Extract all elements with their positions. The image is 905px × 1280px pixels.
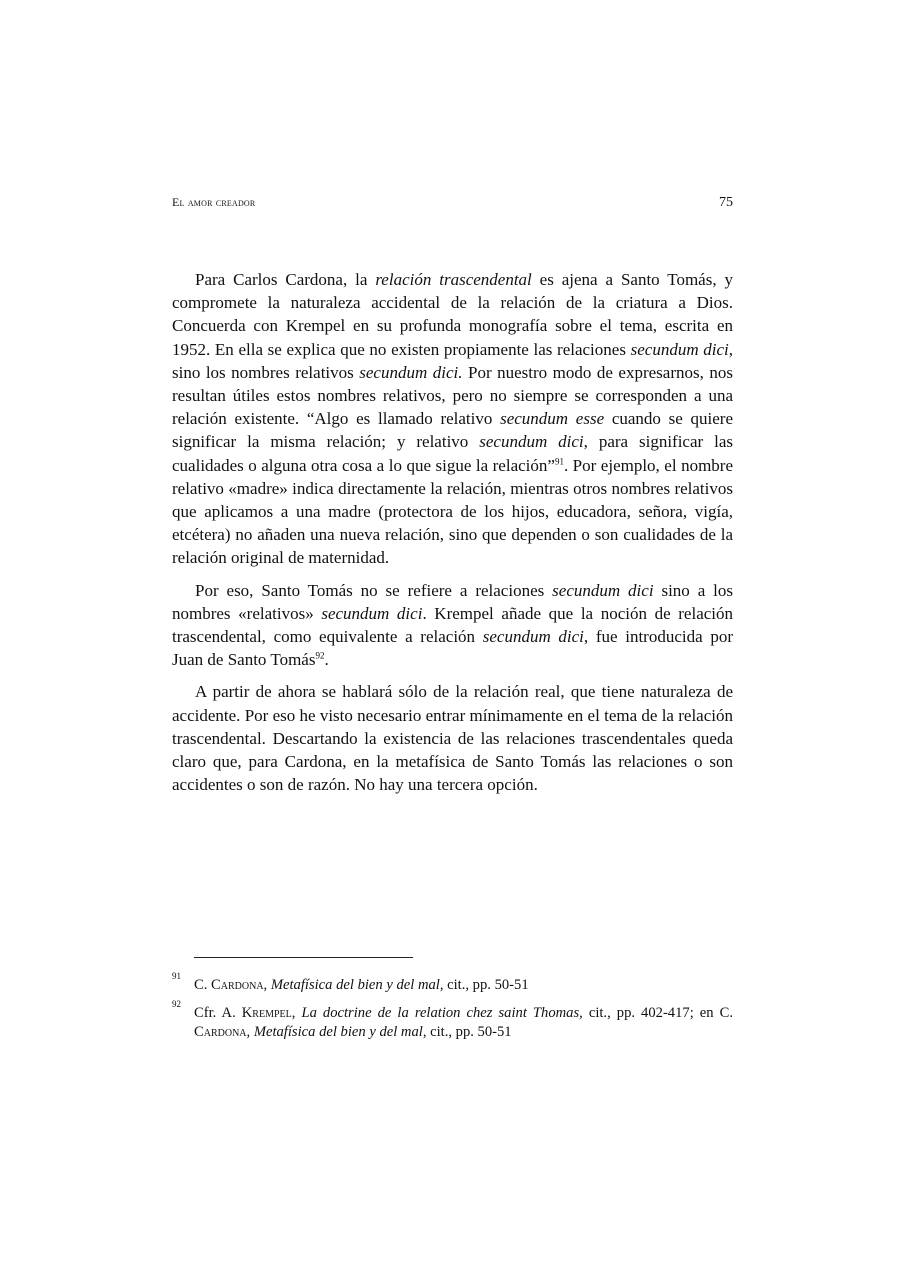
footnote-ref-92[interactable]: 92: [315, 650, 325, 661]
paragraph-2: Por eso, Santo Tomás no se refiere a relaciones secundum dici sino a los nombres «relativos» secundum dici. Krempel añade que la noción de relación trascendental, como equivalente a relación secundum dici, fue introducida por Juan de Santo Tomás$^{92}$.: [172, 580, 734, 670]
footnote-ref-91[interactable]: 91: [554, 455, 564, 466]
body-text: [172, 268, 733, 805]
running-title: El amor creador: [172, 195, 256, 209]
footnote-91: 91 C. Cardona, Metafísica del bien y del mal, cit., pp. 50-51: [172, 971, 529, 993]
running-header: [172, 195, 733, 213]
paragraph-3: A partir de ahora se hablará sólo de la relación real, que tiene naturaleza de accidente. Por eso he visto necesario entrar mínimamente en el tema de la relación trascendental. Descartando la existencia de las relaciones trascendentales queda claro que, para Cardona, en la metafísica de Santo Tomás las relaciones o son accidentes o son de razón. No hay una tercera opción.: [172, 682, 733, 795]
page-number: 75: [719, 195, 733, 210]
footnote-92: 92 Cfr. A. Krempel, La doctrine de la relation chez saint Thomas, cit., pp. 402-417; en C. Cardona, Metafísica del bien y del mal, cit., pp. 50-51: [172, 998, 733, 1040]
footnotes: [172, 971, 733, 1051]
footnote-separator: [194, 957, 413, 958]
paragraph-1: Para Carlos Cardona, la relación trascendental es ajena a Santo Tomás, y compromete la naturaleza accidental de la relación de la criatura a Dios. Concuerda con Krempel en su profunda monografía sobre el tema, escrita en 1952. En ella se explica que no existen propiamente las relaciones secundum dici, sino los nombres relativos secundum dici. Por nuestro modo de expresarnos, nos resultan útiles estos nombres relativos, pero no siempre se corresponden a una relación existente. “Algo es llamado relativo secundum esse cuando se quiere significar la misma relación; y relativo secundum dici, para significar las cualidades o alguna otra cosa a lo que sigue la relación”$^{91}$. Por ejemplo, el nombre relativo «madre» indica directamente la relación, mientras otros nombres relativos que aplicamos a una madre (protectora de los hijos, educadora, señora, vigía, etcétera) no añaden una nueva relación, sino que dependen o son cualidades de la relación original de maternidad.: [172, 270, 734, 568]
